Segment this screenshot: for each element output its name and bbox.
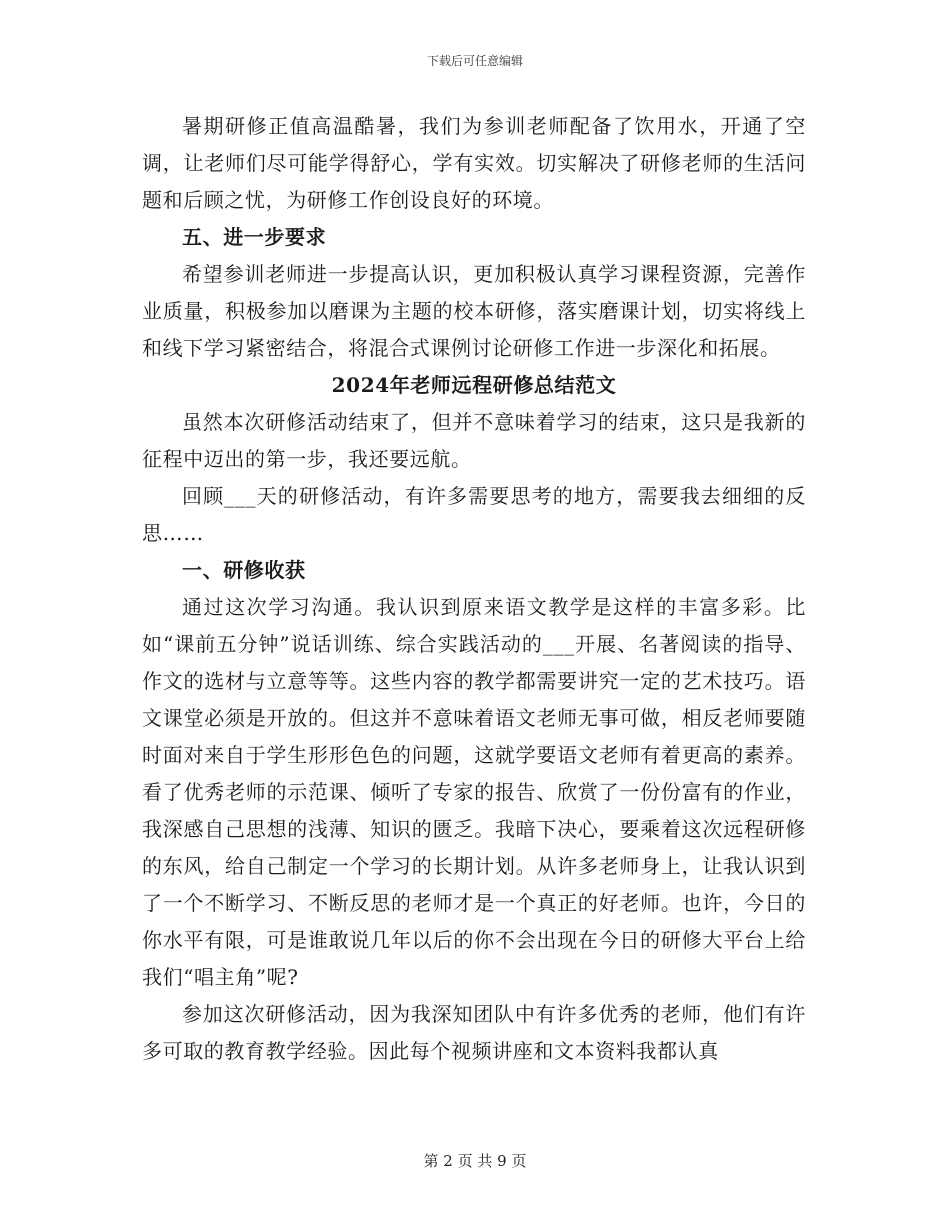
paragraph-requirements: 希望参训老师进一步提高认识，更加积极认真学习课程资源，完善作业质量，积极参加以磨课为主题的校本研修，落实磨课计划，切实将线上和线下学习紧密结合，将混合式课例讨论研修工作进一步深化和拓展。 bbox=[142, 262, 806, 360]
document-body bbox=[142, 108, 806, 1070]
paragraph-participation: 参加这次研修活动，因为我深知团队中有许多优秀的老师，他们有许多可取的教育教学经验。因此每个视频讲座和文本资料我都认真 bbox=[142, 1002, 806, 1063]
paragraph-review: 回顾___天的研修活动，有许多需要思考的地方，需要我去细细的反思…… bbox=[142, 484, 806, 545]
page-number: 第 2 页 共 9 页 bbox=[423, 1152, 527, 1170]
paragraph-gains: 通过这次学习沟通。我认识到原来语文教学是这样的丰富多彩。比如“课前五分钟”说话训练、综合实践活动的___开展、名著阅读的指导、作文的选材与立意等等。这些内容的教学都需要讲究一定的艺术技巧。语文课堂必须是开放的。但这并不意味着语文老师无事可做，相反老师要随时面对来自于学生形形色色的问题，这就学要语文老师有着更高的素养。看了优秀老师的示范课、倾听了专家的报告、欣赏了一份份富有的作业，我深感自己思想的浅薄、知识的匮乏。我暗下决心，要乘着这次远程研修的东风，给自己制定一个学习的长期计划。从许多老师身上，让我认识到了一个不断学习、不断反思的老师才是一个真正的好老师。也许，今日的你水平有限，可是谁敢说几年以后的你不会出现在今日的研修大平台上给我们“唱主角”呢? bbox=[142, 595, 806, 989]
section-heading-further-requirements: 五、进一步要求 bbox=[182, 225, 327, 249]
section-heading-gains: 一、研修收获 bbox=[182, 558, 306, 582]
paragraph-intro: 虽然本次研修活动结束了，但并不意味着学习的结束，这只是我新的征程中迈出的第一步，我还要远航。 bbox=[142, 410, 806, 471]
paragraph-summer-support: 暑期研修正值高温酷暑，我们为参训老师配备了饮用水，开通了空调，让老师们尽可能学得舒心，学有实效。切实解决了研修老师的生活问题和后顾之忧，为研修工作创设良好的环境。 bbox=[142, 114, 806, 212]
header-note: 下载后可任意编辑 bbox=[426, 54, 523, 68]
document-title: 2024年老师远程研修总结范文 bbox=[331, 373, 617, 397]
